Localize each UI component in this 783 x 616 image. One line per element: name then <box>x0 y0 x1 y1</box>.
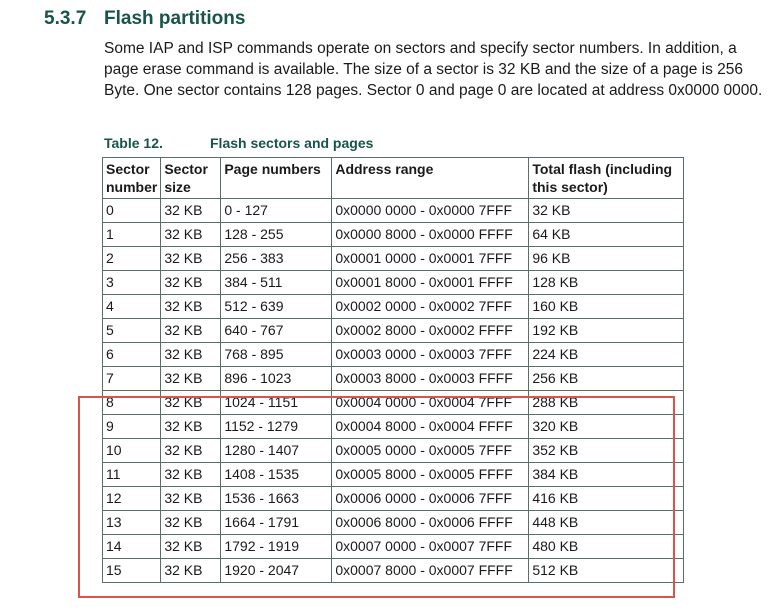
cell-sector-size: 32 KB <box>161 439 221 463</box>
table-caption-number: Table 12. <box>104 135 163 151</box>
table-row <box>103 271 684 295</box>
cell-address-range: 0x0003 8000 - 0x0003 FFFF <box>332 367 529 391</box>
table-row <box>103 295 684 319</box>
cell-sector-size: 32 KB <box>161 295 221 319</box>
cell-address-range: 0x0007 0000 - 0x0007 7FFF <box>332 535 529 559</box>
cell-sector-size: 32 KB <box>161 247 221 271</box>
cell-sector-size: 32 KB <box>161 367 221 391</box>
cell-sector-size: 32 KB <box>161 487 221 511</box>
header-address-range: Address range <box>332 158 529 199</box>
cell-sector-number: 11 <box>103 463 161 487</box>
section-number: 5.3.7 <box>44 8 87 29</box>
highlight-box <box>78 396 675 598</box>
cell-address-range: 0x0005 0000 - 0x0005 7FFF <box>332 439 529 463</box>
cell-address-range: 0x0007 8000 - 0x0007 FFFF <box>332 559 529 583</box>
cell-address-range: 0x0004 0000 - 0x0004 7FFF <box>332 391 529 415</box>
cell-page-numbers: 384 - 511 <box>221 271 332 295</box>
cell-sector-size: 32 KB <box>161 223 221 247</box>
table-row <box>103 367 684 391</box>
cell-sector-number: 7 <box>103 367 161 391</box>
cell-page-numbers: 128 - 255 <box>221 223 332 247</box>
cell-sector-number: 14 <box>103 535 161 559</box>
cell-page-numbers: 896 - 1023 <box>221 367 332 391</box>
section-heading <box>44 8 245 30</box>
cell-sector-size: 32 KB <box>161 199 221 223</box>
cell-sector-number: 1 <box>103 223 161 247</box>
cell-sector-number: 10 <box>103 439 161 463</box>
cell-page-numbers: 1664 - 1791 <box>221 511 332 535</box>
cell-address-range: 0x0006 0000 - 0x0006 7FFF <box>332 487 529 511</box>
cell-sector-number: 5 <box>103 319 161 343</box>
cell-address-range: 0x0001 0000 - 0x0001 7FFF <box>332 247 529 271</box>
cell-total-flash: 416 KB <box>529 487 684 511</box>
cell-total-flash: 256 KB <box>529 367 684 391</box>
cell-sector-number: 9 <box>103 415 161 439</box>
cell-address-range: 0x0000 8000 - 0x0000 FFFF <box>332 223 529 247</box>
cell-page-numbers: 512 - 639 <box>221 295 332 319</box>
cell-page-numbers: 1920 - 2047 <box>221 559 332 583</box>
cell-total-flash: 384 KB <box>529 463 684 487</box>
cell-total-flash: 480 KB <box>529 535 684 559</box>
cell-page-numbers: 640 - 767 <box>221 319 332 343</box>
cell-total-flash: 192 KB <box>529 319 684 343</box>
cell-sector-size: 32 KB <box>161 391 221 415</box>
cell-total-flash: 448 KB <box>529 511 684 535</box>
table-header-row <box>103 158 684 199</box>
cell-sector-size: 32 KB <box>161 535 221 559</box>
cell-sector-size: 32 KB <box>161 463 221 487</box>
cell-sector-number: 0 <box>103 199 161 223</box>
header-sector-number: Sector number <box>103 158 161 199</box>
cell-page-numbers: 1280 - 1407 <box>221 439 332 463</box>
cell-sector-number: 13 <box>103 511 161 535</box>
cell-sector-size: 32 KB <box>161 511 221 535</box>
cell-sector-number: 6 <box>103 343 161 367</box>
cell-address-range: 0x0005 8000 - 0x0005 FFFF <box>332 463 529 487</box>
cell-sector-number: 2 <box>103 247 161 271</box>
cell-total-flash: 352 KB <box>529 439 684 463</box>
cell-address-range: 0x0003 0000 - 0x0003 7FFF <box>332 343 529 367</box>
cell-page-numbers: 768 - 895 <box>221 343 332 367</box>
table-row <box>103 343 684 367</box>
cell-total-flash: 320 KB <box>529 415 684 439</box>
cell-sector-number: 15 <box>103 559 161 583</box>
cell-total-flash: 96 KB <box>529 247 684 271</box>
cell-total-flash: 160 KB <box>529 295 684 319</box>
section-paragraph: Some IAP and ISP commands operate on sectors and specify sector numbers. In addition, a page erase command is available. The size of a sector is 32 KB and the size of a page is 256 Byte. One sector contains 128 pages. Sector 0 and page 0 are located at address 0x0000 0000. <box>104 40 763 99</box>
table-caption-title: Flash sectors and pages <box>210 135 374 151</box>
cell-sector-number: 8 <box>103 391 161 415</box>
cell-total-flash: 224 KB <box>529 343 684 367</box>
cell-total-flash: 288 KB <box>529 391 684 415</box>
cell-sector-size: 32 KB <box>161 415 221 439</box>
cell-sector-size: 32 KB <box>161 319 221 343</box>
table-row <box>103 199 684 223</box>
section-title: Flash partitions <box>104 8 246 29</box>
table-caption <box>104 135 373 151</box>
cell-address-range: 0x0000 0000 - 0x0000 7FFF <box>332 199 529 223</box>
cell-address-range: 0x0002 0000 - 0x0002 7FFF <box>332 295 529 319</box>
cell-sector-number: 4 <box>103 295 161 319</box>
cell-page-numbers: 1152 - 1279 <box>221 415 332 439</box>
cell-total-flash: 512 KB <box>529 559 684 583</box>
cell-page-numbers: 1408 - 1535 <box>221 463 332 487</box>
table-row <box>103 247 684 271</box>
cell-total-flash: 128 KB <box>529 271 684 295</box>
cell-total-flash: 64 KB <box>529 223 684 247</box>
header-total-flash: Total flash (including this sector) <box>529 158 684 199</box>
cell-sector-number: 3 <box>103 271 161 295</box>
header-sector-size: Sector size <box>161 158 221 199</box>
cell-sector-size: 32 KB <box>161 343 221 367</box>
cell-page-numbers: 0 - 127 <box>221 199 332 223</box>
cell-address-range: 0x0006 8000 - 0x0006 FFFF <box>332 511 529 535</box>
table-row <box>103 223 684 247</box>
header-page-numbers: Page numbers <box>221 158 332 199</box>
cell-address-range: 0x0001 8000 - 0x0001 FFFF <box>332 271 529 295</box>
cell-sector-number: 12 <box>103 487 161 511</box>
cell-sector-size: 32 KB <box>161 271 221 295</box>
cell-page-numbers: 256 - 383 <box>221 247 332 271</box>
cell-page-numbers: 1792 - 1919 <box>221 535 332 559</box>
cell-address-range: 0x0002 8000 - 0x0002 FFFF <box>332 319 529 343</box>
cell-total-flash: 32 KB <box>529 199 684 223</box>
cell-address-range: 0x0004 8000 - 0x0004 FFFF <box>332 415 529 439</box>
cell-sector-size: 32 KB <box>161 559 221 583</box>
table-row <box>103 319 684 343</box>
cell-page-numbers: 1536 - 1663 <box>221 487 332 511</box>
cell-page-numbers: 1024 - 1151 <box>221 391 332 415</box>
